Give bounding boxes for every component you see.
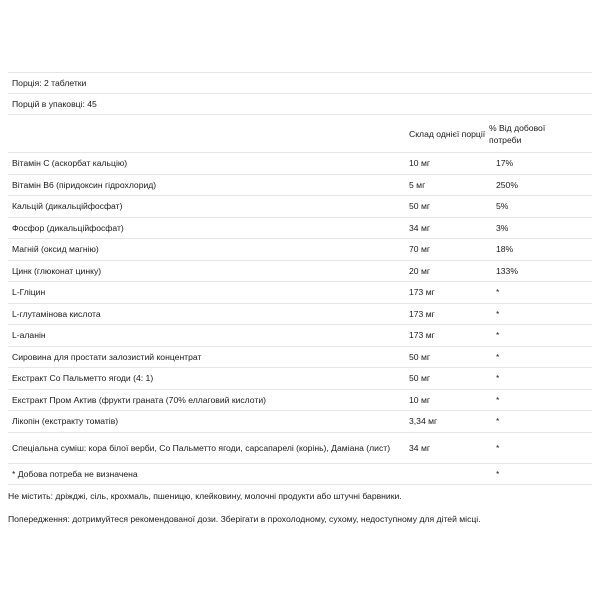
ingredient-amount: 5 мг [409,179,426,190]
footnote-text: * Добова потреба не визначена [12,468,138,479]
ingredient-dv: 133% [496,265,518,276]
ingredient-name: Фосфор (дикальційфосфат) [12,222,124,233]
ingredient-name: Спеціальна суміш: кора білої верби, Со Пальметто ягоди, сарсапарелі (корінь), Даміана (лист) [12,442,391,453]
ingredient-dv: * [496,308,500,319]
table-row [8,325,592,347]
table-row [8,261,592,283]
table-row [8,239,592,261]
servings-per-package: Порцій в упаковці: 45 [12,98,97,109]
table-row [8,196,592,218]
table-row [8,347,592,369]
ingredient-amount: 173 мг [409,330,435,341]
ingredient-dv: * [496,394,500,405]
free-from-note: Не містить: дріжджі, сіль, крохмаль, пшеницю, клейковину, молочні продукти або штучні барвники. [8,491,402,501]
table-row [8,282,592,304]
serving-size: Порція: 2 таблетки [12,77,87,88]
servings-per-package-row [8,94,592,116]
warning-note: Попередження: дотримуйтеся рекомендованої дози. Зберігати в прохолодному, сухому, недоступному для дітей місці. [8,514,481,524]
header-amount: Склад однієї порції [409,128,486,139]
ingredient-amount: 10 мг [409,158,430,169]
ingredient-amount: 34 мг [409,222,430,233]
ingredient-dv: 17% [496,158,514,169]
ingredient-name: Сировина для простати залозистий концентрат [12,351,202,362]
table-row [8,411,592,433]
ingredient-amount: 70 мг [409,244,430,255]
table-row [8,304,592,326]
ingredient-dv: 250% [496,179,518,190]
ingredient-dv: * [496,373,500,384]
ingredient-name: Лікопін (екстракту томатів) [12,416,119,427]
ingredient-name: Цинк (глюконат цинку) [12,265,102,276]
ingredient-amount: 34 мг [409,442,430,453]
table-row [8,175,592,197]
ingredient-amount: 20 мг [409,265,430,276]
footnote-row [8,464,592,486]
ingredient-dv: 18% [496,244,514,255]
ingredient-dv: * [496,330,500,341]
ingredient-name: Вітамін С (аскорбат кальцію) [12,158,128,169]
ingredient-amount: 50 мг [409,351,430,362]
ingredient-name: Вітамін В6 (піридоксин гідрохлорид) [12,179,157,190]
ingredient-name: L-Гліцин [12,287,46,298]
supplement-facts-table [8,72,592,485]
serving-size-row [8,72,592,94]
table-row [8,218,592,240]
ingredient-amount: 50 мг [409,201,430,212]
footnote-mark: * [496,468,500,479]
table-row [8,433,592,464]
header-daily-value: % Від добової потреби [489,122,546,145]
ingredient-name: Екстракт Со Пальметто ягоди (4: 1) [12,373,154,384]
ingredient-dv: * [496,416,500,427]
table-header-row [8,115,592,153]
ingredient-name: Кальцій (дикальційфосфат) [12,201,123,212]
table-row [8,390,592,412]
ingredient-dv: * [496,351,500,362]
ingredient-name: L-глутамінова кислота [12,308,101,319]
ingredient-amount: 10 мг [409,394,430,405]
ingredient-dv: 3% [496,222,509,233]
ingredient-amount: 3,34 мг [409,416,438,427]
table-row [8,153,592,175]
ingredient-dv: * [496,287,500,298]
ingredient-dv: * [496,442,500,453]
ingredient-dv: 5% [496,201,509,212]
ingredient-name: Магній (оксид магнію) [12,244,99,255]
ingredient-name: Екстракт Пром Актив (фрукти граната (70% еллаговий кислоти) [12,394,266,405]
ingredient-amount: 173 мг [409,308,435,319]
ingredient-name: L-аланін [12,330,46,341]
table-row [8,368,592,390]
ingredient-amount: 50 мг [409,373,430,384]
ingredient-amount: 173 мг [409,287,435,298]
